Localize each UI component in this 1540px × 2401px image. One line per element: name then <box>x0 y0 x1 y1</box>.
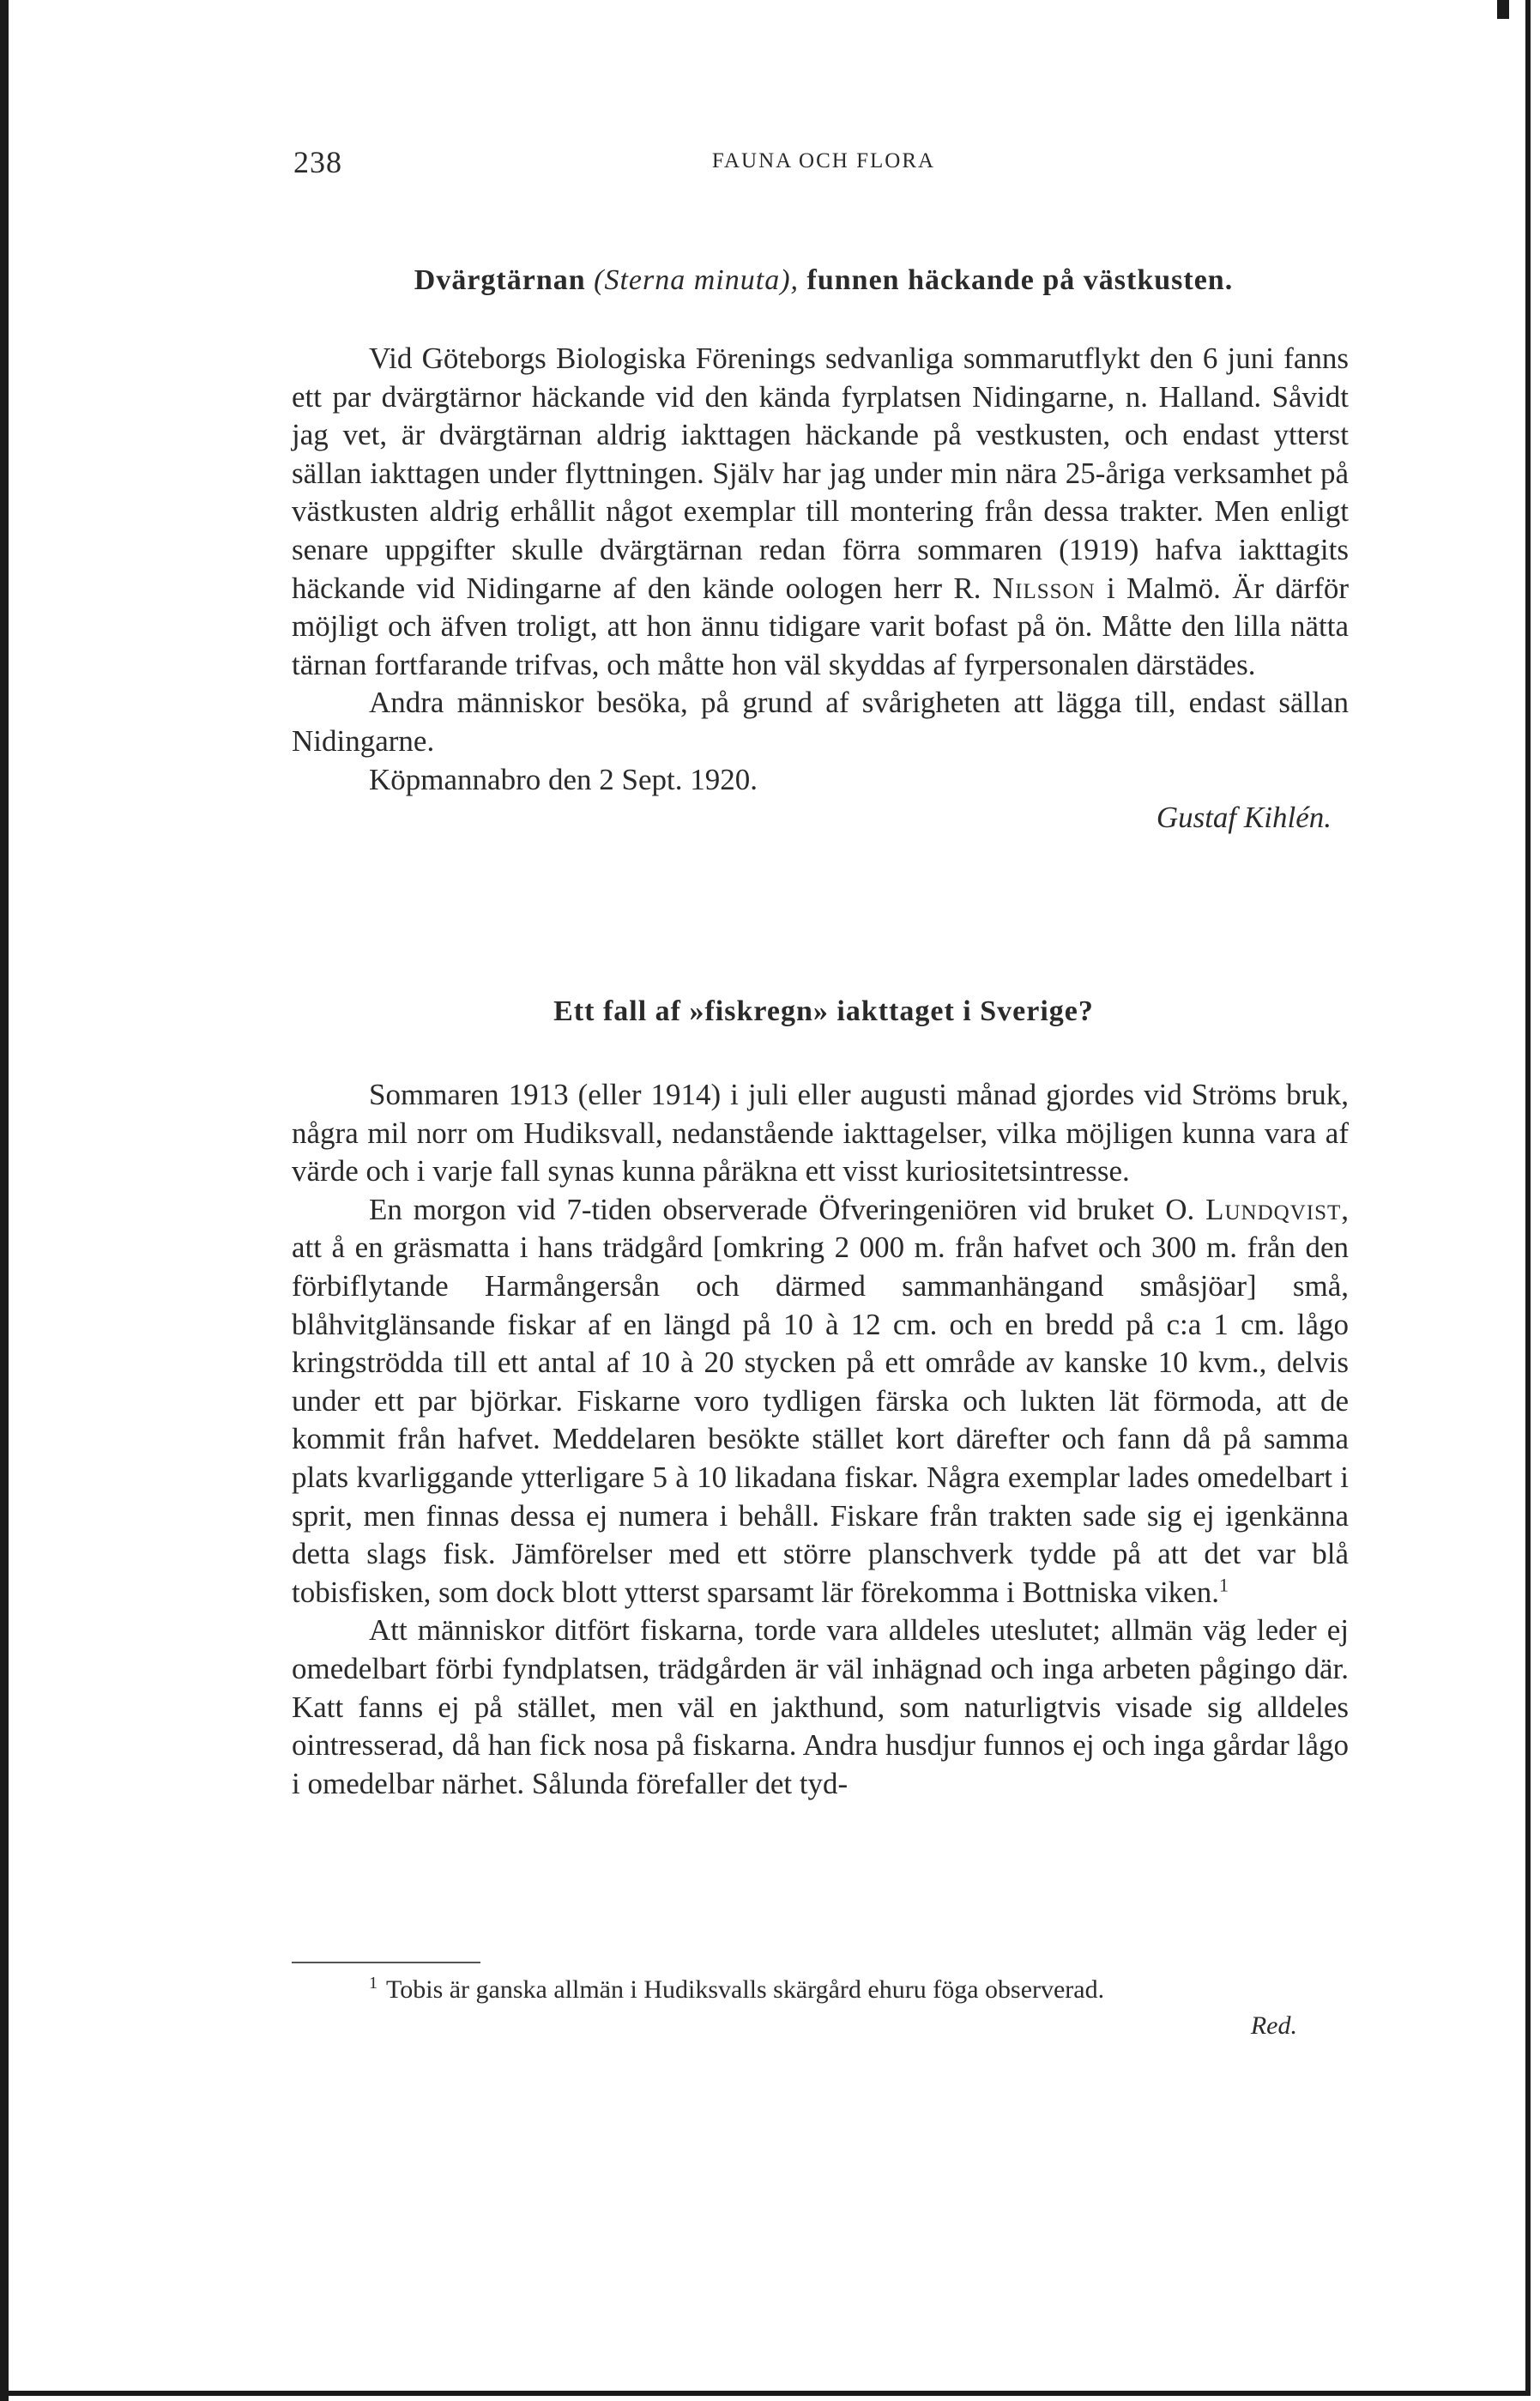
footnote-text-line <box>292 1972 1349 2008</box>
footnote-reference: 1 <box>1218 1574 1229 1596</box>
article-body-fiskregn <box>292 1076 1349 1803</box>
scan-border-left <box>0 0 9 2401</box>
paragraph <box>292 1191 1349 1612</box>
title-part-1: Dvärgtärnan <box>414 264 586 296</box>
scan-border-bottom <box>0 2391 1531 2396</box>
footnote-rule <box>292 1962 480 1963</box>
footnote-signature: Red. <box>1250 2011 1297 2040</box>
author-signature: Gustaf Kihlén. <box>1156 801 1332 835</box>
footnote-mark: 1 <box>369 1974 377 1993</box>
running-head <box>292 144 1356 196</box>
footnote <box>292 1972 1349 2044</box>
journal-title: FAUNA OCH FLORA <box>711 149 936 172</box>
person-name: Nilsson <box>992 571 1096 605</box>
title-species: (Sterna minuta), <box>594 264 800 296</box>
paragraph: Sommaren 1913 (eller 1914) i juli eller augusti månad gjordes vid Ströms bruk, några mil norr om Hudiksvall, nedanstående iakttagelser, vilka möjligen kunna vara af värde och i varje fall synas kunna påräkna ett visst kuriositetsintresse. <box>292 1078 1349 1188</box>
paragraph: Andra människor besöka, på grund af svårigheten att lägga till, endast sällan Nidingarne. <box>292 686 1349 758</box>
scan-border-right <box>1525 0 1531 2394</box>
scan-corner-mark <box>1497 0 1509 19</box>
page <box>292 144 1356 2040</box>
page-number: 238 <box>293 145 342 179</box>
place-date: Köpmannabro den 2 Sept. 1920. <box>369 762 758 796</box>
article-title-dvargtarnan <box>292 264 1356 297</box>
person-name: Lundqvist <box>1205 1192 1342 1226</box>
paragraph: Att människor ditfört fiskarna, torde vara alldeles uteslutet; allmän väg leder ej omedelbart förbi fyndplatsen, trädgården är väl inhägnad och inga arbeten pågingo där. Katt fanns ej på stället, men väl en jakthund, som naturligtvis visade sig alldeles ointresserad, då han fick nosa på fiskarna. Andra husdjur funnos ej och inga gårdar lågo i omedelbar närhet. Sålunda förefaller det tyd- <box>292 1613 1349 1800</box>
article-body-dvargtarnan <box>292 340 1349 838</box>
paragraph-text: Vid Göteborgs Biologiska Förenings sedvanliga sommarutflykt den 6 juni fanns ett par dvärgtärnor häckande vid den kända fyrplatsen Nidingarne, n. Halland. Såvidt jag vet, är dvärgtärnan aldrig iakttagen häckande på vestkusten, och endast ytterst sällan iakttagen under flyttningen. Själv har jag under min nära 25-åriga verksamhet på västkusten aldrig erhållit något exemplar till montering från dessa trakter. Men enligt senare uppgifter skulle dvärgtärnan redan förra sommaren (1919) hafva iakttagits häckande vid Nidingarne af den kände oologen herr R. <box>292 342 1349 605</box>
title-part-2: funnen häckande på västkusten. <box>806 264 1234 296</box>
paragraph <box>292 340 1349 684</box>
paragraph-text: i Malmö. Är därför möjligt och äfven troligt, att hon ännu tidigare varit bofast på ön. Måtte den lilla nätta tärnan fortfarande trifvas, och måtte hon väl skyddas af fyrpersonalen därstädes. <box>292 571 1350 681</box>
paragraph-text: , att å en gräsmatta i hans trädgård [omkring 2 000 m. från hafvet och 300 m. från den förbiflytande Harmångersån och därmed sammanhängand småsjöar] små, blåhvitglänsande fiskar af en längd på 10 à 12 cm. och en bredd på c:a 1 cm. lågo kringströdda till ett antal af 10 à 20 stycken på ett område av kanske 10 kvm., delvis under ett par björkar. Fiskarne voro tydligen färska och lukten lät förmoda, att de kommit från hafvet. Meddelaren besökte stället kort därefter och fann då på samma plats kvarliggande ytterligare 5 à 10 likadana fiskar. Några exemplar lades omedelbart i sprit, men finnas dessa ej numera i behåll. Fiskare från trakten sade sig ej igenkänna detta slags fisk. Jämförelser med ett större planschverk tydde på att det var blå tobisfisken, som dock blott ytterst sparsamt lär förekomma i Bottniska viken. <box>292 1192 1349 1609</box>
footnote-text: Tobis är ganska allmän i Hudiksvalls skärgård ehuru föga observerad. <box>386 1975 1105 2004</box>
article-title-fiskregn: Ett fall af »fiskregn» iakttaget i Sverige? <box>553 995 1094 1027</box>
paragraph-text: En morgon vid 7-tiden observerade Öfveringeniören vid bruket O. <box>369 1192 1195 1226</box>
